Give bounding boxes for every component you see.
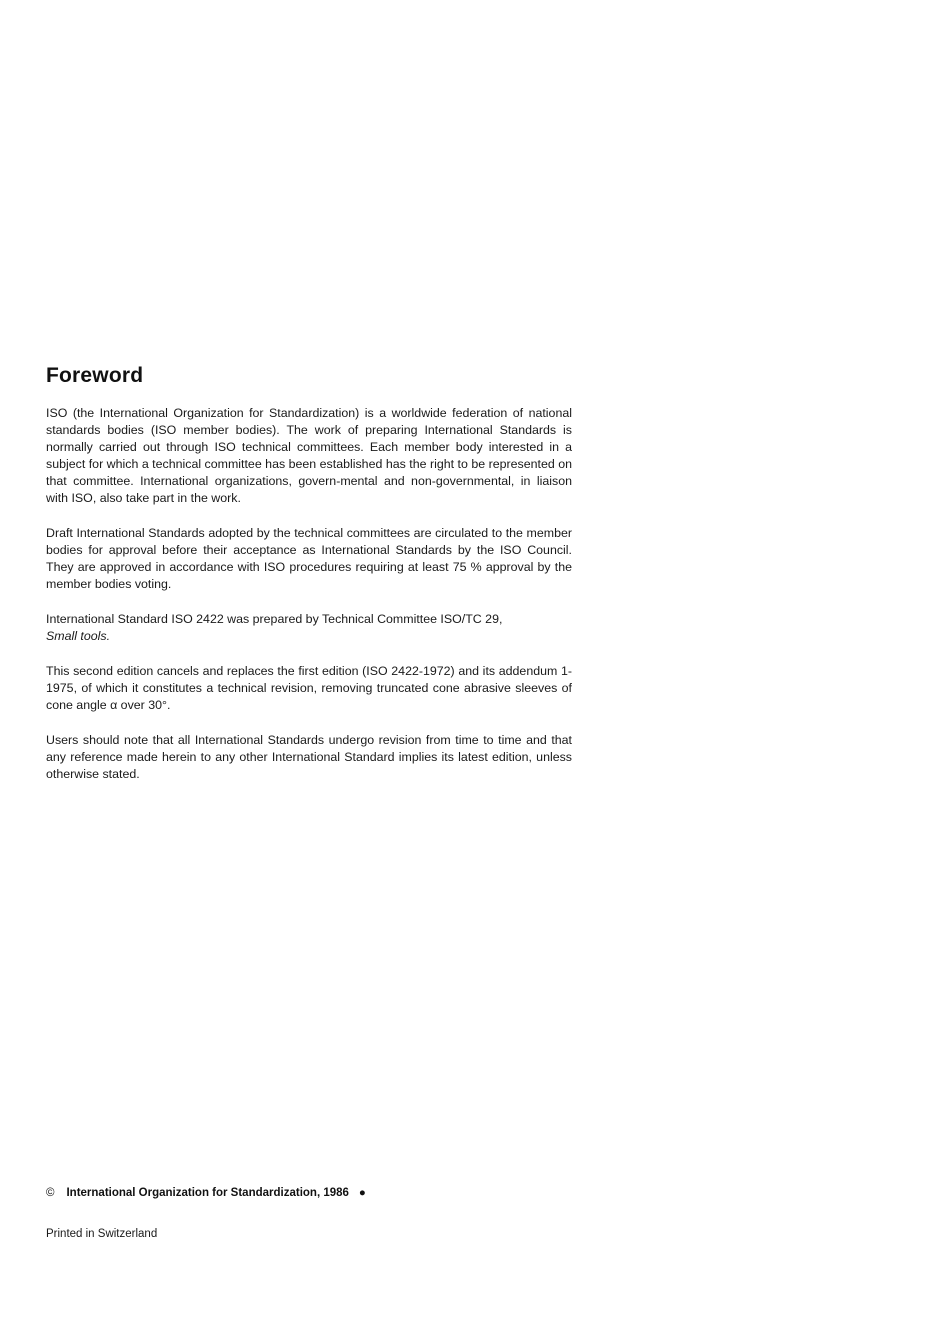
committee-title: Small tools. <box>46 629 111 643</box>
paragraph-draft-standards: Draft International Standards adopted by the technical committees are circulated to the member bodies for approval before their acceptance as International Standards by the ISO Council. They are approved in accordance with ISO procedures requiring at least 75 % approval by the member bodies voting. <box>46 526 572 591</box>
printed-in: Printed in Switzerland <box>46 1228 158 1240</box>
copyright-line <box>46 1187 366 1199</box>
bullet-icon: ● <box>358 1187 366 1199</box>
page-title: Foreword <box>46 364 144 387</box>
paragraph-iso-federation: ISO (the International Organization for Standardization) is a worldwide federation of national standards bodies (ISO member bodies). The work of preparing International Standards is normally carried out through ISO technical committees. Each member body interested in a subject for which a technical committee has been established has the right to be represented on that committee. International organizations, govern-mental and non-governmental, in liaison with ISO, also take part in the work. <box>46 406 572 505</box>
paragraph-prepared-by <box>46 611 572 645</box>
paragraph-revision-note: Users should note that all International Standards undergo revision from time to time and that any reference made herein to any other International Standard implies its latest edition, unless otherwise stated. <box>46 733 572 781</box>
paragraph-edition-note: This second edition cancels and replaces the first edition (ISO 2422-1972) and its addendum 1-1975, of which it constitutes a technical revision, removing truncated cone abrasive sleeves of cone angle α over 30°. <box>46 664 572 712</box>
copyright-text: International Organization for Standardization, 1986 <box>66 1187 349 1199</box>
copyright-symbol: © <box>46 1187 55 1199</box>
prepared-by-text: International Standard ISO 2422 was prepared by Technical Committee ISO/TC 29, <box>46 612 503 626</box>
foreword-body <box>46 405 572 801</box>
